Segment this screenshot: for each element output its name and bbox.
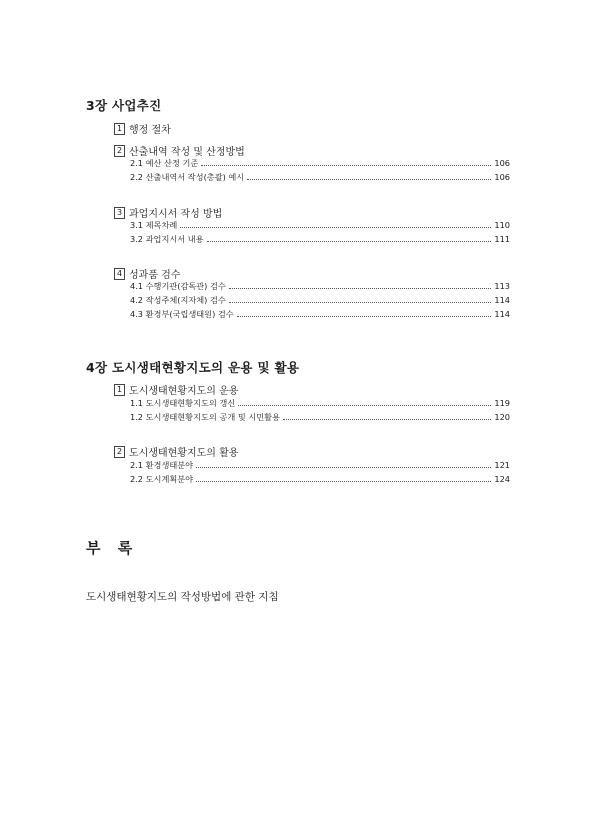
toc-page-number: 106: [494, 172, 510, 182]
toc-item[interactable]: [130, 460, 510, 471]
appendix-title: 부 록: [86, 539, 139, 557]
section-title: 과업지시서 작성 방법: [129, 209, 223, 220]
section-number-box: 1: [114, 123, 125, 135]
toc-leader-dots: [238, 405, 491, 406]
toc-page-number: 110: [494, 220, 510, 230]
toc-item-label: 4.2 작성주체(지자체) 검수: [130, 295, 226, 305]
toc-item[interactable]: [130, 158, 510, 169]
toc-item[interactable]: [130, 309, 510, 320]
section-title: 도시생태현황지도의 운용: [129, 386, 239, 397]
ch4-section-1-heading: [114, 382, 238, 397]
chapter-4-title: 4장 도시생태현황지도의 운용 및 활용: [86, 360, 300, 375]
toc-item-label: 4.3 환경부(국립생태원) 검수: [130, 309, 234, 319]
toc-item[interactable]: [130, 234, 510, 245]
toc-page-number: 120: [494, 412, 510, 422]
toc-leader-dots: [247, 179, 491, 180]
section-title: 행정 절차: [129, 125, 171, 136]
toc-leader-dots: [229, 288, 492, 289]
ch3-section-1-heading: [114, 121, 171, 136]
toc-item[interactable]: [130, 172, 510, 183]
toc-leader-dots: [207, 241, 492, 242]
chapter-3-title: 3장 사업추진: [86, 98, 162, 113]
appendix-item[interactable]: 도시생태현황지도의 작성방법에 관한 지침: [86, 591, 279, 603]
toc-item-label: 2.2 산출내역서 작성(총괄) 예시: [130, 172, 245, 182]
toc-page-number: 121: [494, 460, 510, 470]
toc-item-label: 2.1 예산 산정 기준: [130, 158, 199, 168]
toc-page-number: 106: [494, 158, 510, 168]
toc-item-label: 3.1 제목차례: [130, 220, 178, 230]
toc-item-label: 1.1 도시생태현황지도의 갱신: [130, 398, 236, 408]
toc-item-label: 4.1 수행기관(감독관) 검수: [130, 281, 226, 291]
toc-item-label: 1.2 도시생태현황지도의 공개 및 시민활용: [130, 412, 280, 422]
toc-page-number: 113: [494, 281, 510, 291]
ch3-section-4-heading: [114, 266, 180, 281]
ch3-section-3-heading: [114, 205, 222, 220]
toc-item-label: 2.2 도시계획분야: [130, 474, 194, 484]
section-number-box: 2: [114, 145, 125, 157]
toc-leader-dots: [196, 467, 491, 468]
toc-page-number: 114: [494, 309, 510, 319]
toc-page-number: 114: [494, 295, 510, 305]
toc-item[interactable]: [130, 220, 510, 231]
section-number-box: 1: [114, 384, 125, 396]
toc-leader-dots: [180, 227, 491, 228]
section-number-box: 2: [114, 446, 125, 458]
toc-item[interactable]: [130, 281, 510, 292]
toc-leader-dots: [201, 165, 491, 166]
toc-page-number: 119: [494, 398, 510, 408]
toc-page-number: 124: [494, 474, 510, 484]
section-number-box: 4: [114, 268, 125, 280]
section-number-box: 3: [114, 207, 125, 219]
toc-item-label: 3.2 과업지시서 내용: [130, 234, 204, 244]
toc-page-number: 111: [494, 234, 510, 244]
toc-leader-dots: [229, 302, 492, 303]
section-title: 성과품 검수: [129, 270, 181, 281]
toc-item[interactable]: [130, 474, 510, 485]
toc-leader-dots: [196, 481, 491, 482]
toc-item[interactable]: [130, 295, 510, 306]
toc-item[interactable]: [130, 412, 510, 423]
section-title: 도시생태현황지도의 활용: [129, 448, 239, 459]
toc-leader-dots: [237, 316, 492, 317]
ch4-section-2-heading: [114, 444, 238, 459]
ch3-section-2-heading: [114, 143, 245, 158]
section-title: 산출내역 작성 및 산정방법: [129, 147, 245, 158]
toc-item-label: 2.1 환경생태분야: [130, 460, 194, 470]
toc-leader-dots: [283, 419, 491, 420]
toc-item[interactable]: [130, 398, 510, 409]
